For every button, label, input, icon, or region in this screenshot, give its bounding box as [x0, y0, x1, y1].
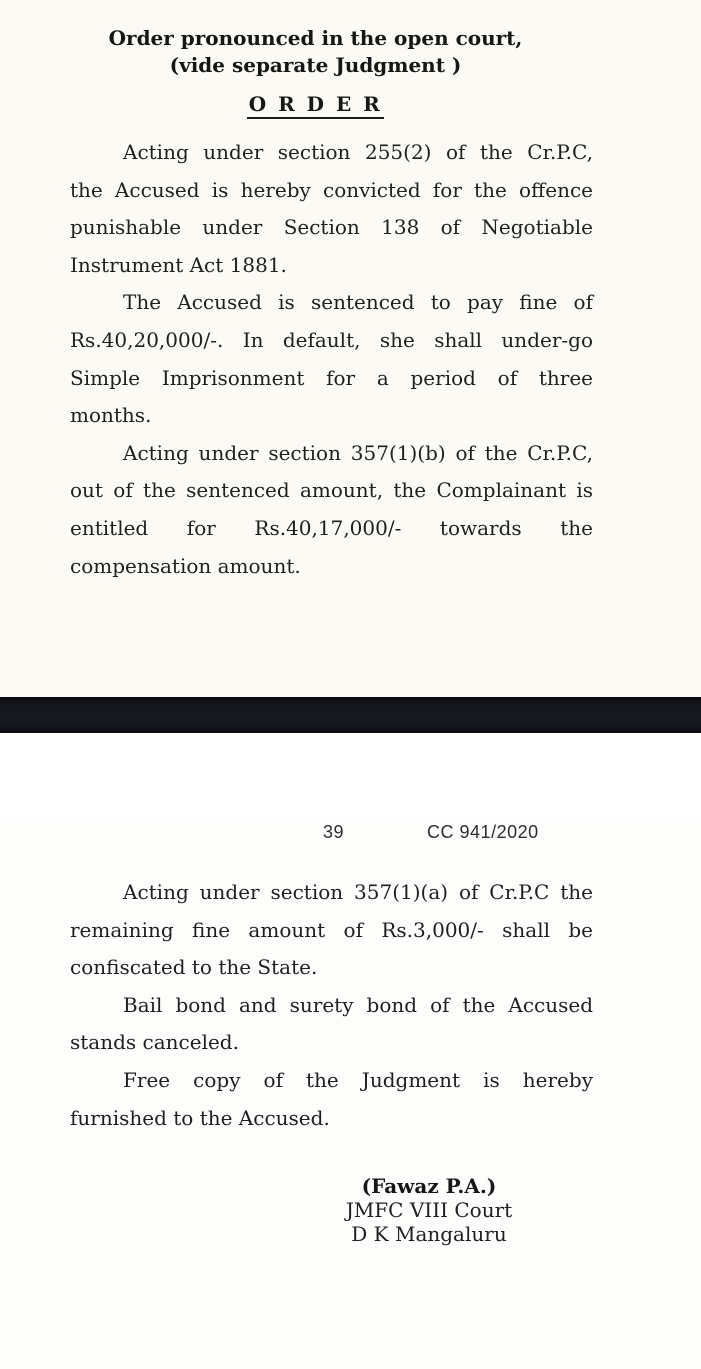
text-line: Acting under section 357(1)(b) of the Cr.P.C,	[123, 440, 593, 465]
text-line: Acting under section 357(1)(a) of Cr.P.C the	[123, 880, 593, 904]
document-header-line-2: (vide separate Judgment )	[169, 53, 462, 77]
text-line: Free copy of the Judgment is hereby	[123, 1067, 593, 1092]
text-line: Rs.40,20,000/-. In default, she shall under-go	[70, 327, 593, 352]
order-heading-text: O R D E R	[247, 92, 385, 119]
text-line: Bail bond and surety bond of the Accused	[123, 992, 593, 1017]
signatory-court: JMFC VIII Court	[345, 1198, 513, 1223]
text-line: entitled for Rs.40,17,000/- towards the	[70, 515, 593, 540]
order-heading	[54, 93, 577, 115]
text-line: stands canceled.	[70, 1030, 239, 1055]
page-scan-divider-bar	[0, 697, 701, 733]
text-line: The Accused is sentenced to pay fine of	[123, 290, 593, 315]
text-line: months.	[70, 403, 152, 428]
order-body-page2	[70, 874, 593, 1137]
document-header-line-1: Order pronounced in the open court,	[108, 26, 523, 50]
case-number: CC 941/2020	[427, 822, 539, 842]
text-line: furnished to the Accused.	[70, 1105, 330, 1130]
page-number: 39	[323, 822, 345, 842]
signatory-name: (Fawaz P.A.)	[361, 1174, 497, 1199]
document-page-lower	[0, 822, 701, 1369]
text-line: remaining fine amount of Rs.3,000/- shall be	[70, 917, 593, 942]
text-line: Simple Imprisonment for a period of three	[70, 365, 593, 390]
text-line: Acting under section 255(2) of the Cr.P.C,	[123, 140, 593, 164]
signatory-place: D K Mangaluru	[351, 1222, 507, 1247]
page-break-header	[70, 822, 593, 843]
signature-block	[304, 1174, 554, 1246]
text-line: the Accused is hereby convicted for the offence	[70, 177, 593, 202]
text-line: compensation amount.	[70, 553, 301, 578]
order-body-page1	[70, 134, 593, 585]
text-line: confiscated to the State.	[70, 955, 318, 980]
document-header	[54, 25, 577, 79]
text-line: Instrument Act 1881.	[70, 252, 287, 277]
text-line: punishable under Section 138 of Negotiable	[70, 215, 593, 240]
text-line: out of the sentenced amount, the Complainant is	[70, 478, 593, 503]
